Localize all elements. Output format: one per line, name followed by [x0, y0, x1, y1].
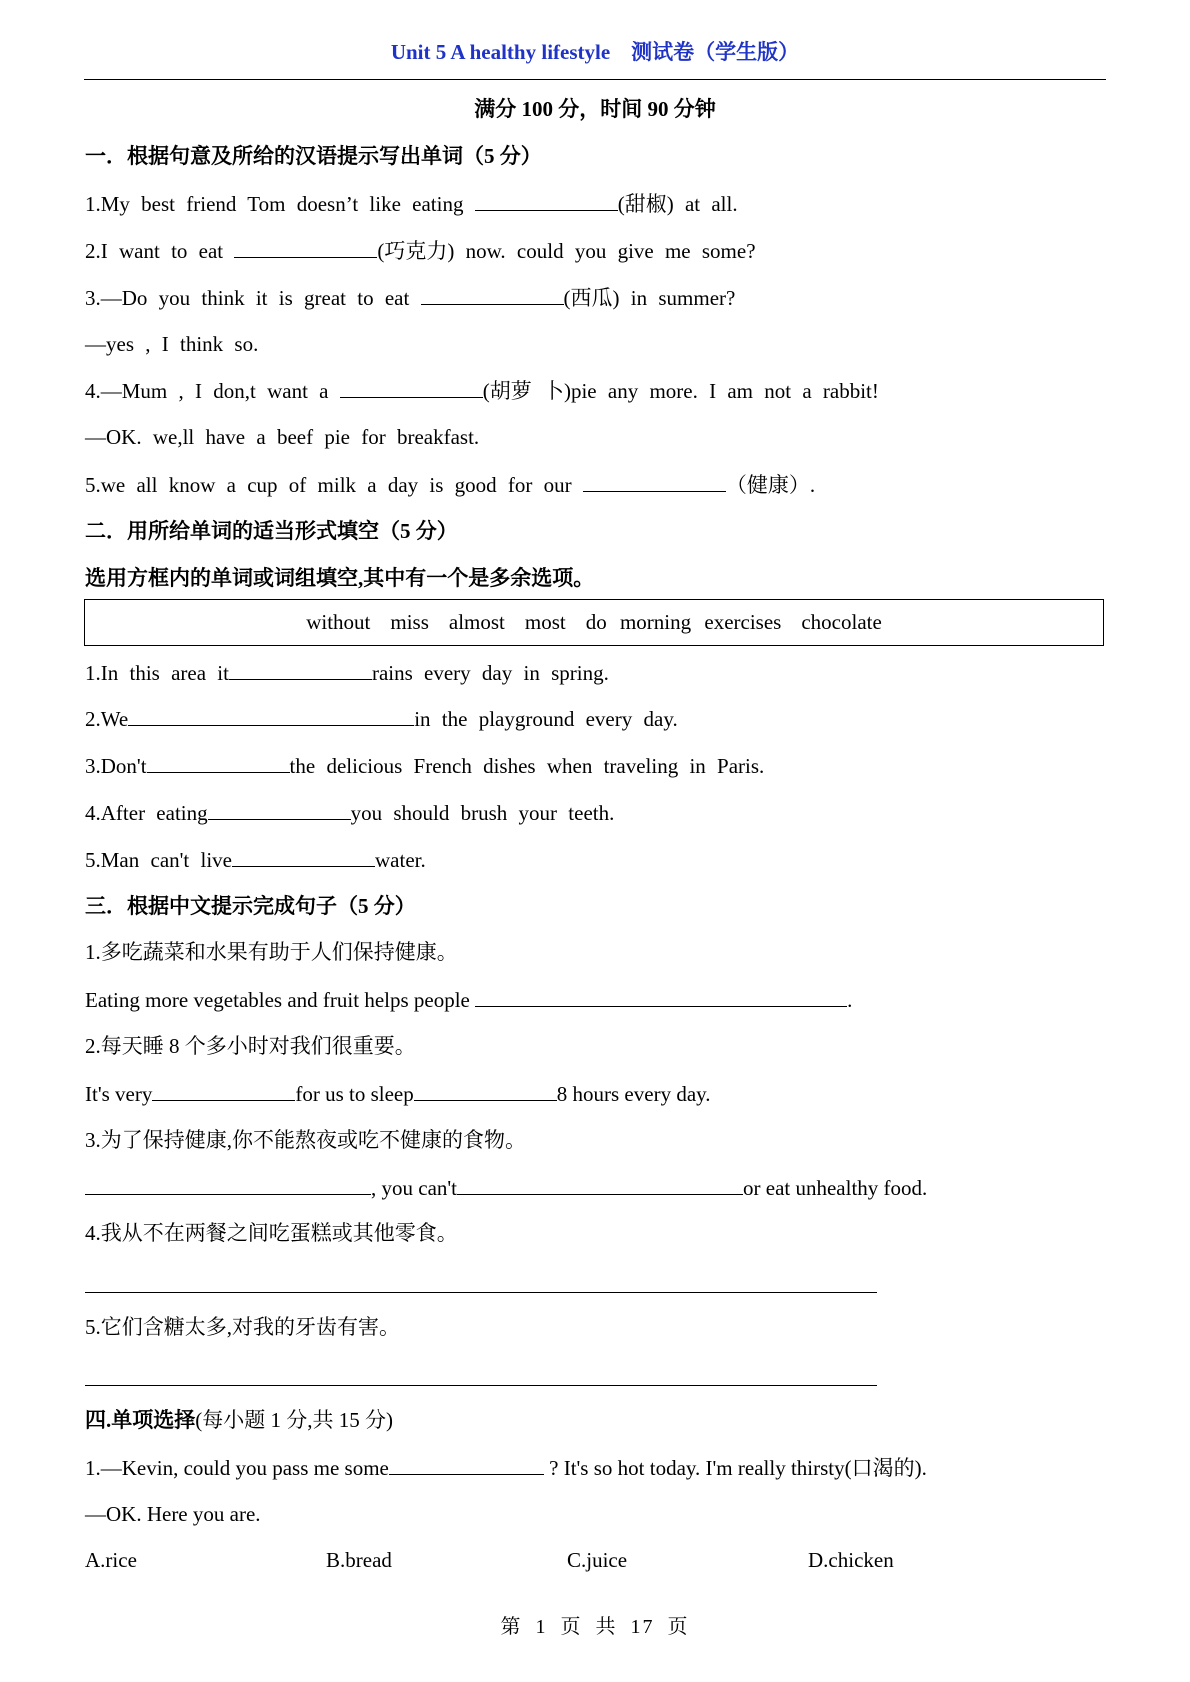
answer-line[interactable]	[85, 1385, 877, 1386]
document-title: Unit 5 A healthy lifestyle 测试卷（学生版）	[390, 40, 800, 64]
answer-blank[interactable]	[340, 375, 483, 398]
answer-blank[interactable]	[208, 797, 351, 820]
s1-question-5: 5.we all know a cup of milk a day is good for our （健康）.	[85, 469, 815, 500]
answer-blank[interactable]	[85, 1172, 371, 1195]
option-a[interactable]: A.rice	[85, 1548, 137, 1572]
s1-question-4: 4.—Mum , I don,t want a (胡萝 卜)pie any more. I am not a rabbit!	[85, 375, 879, 406]
s2-question-5: 5.Man can't live water.	[85, 844, 426, 875]
s4-question-1-reply: —OK. Here you are.	[85, 1502, 261, 1526]
word-option: without	[306, 610, 371, 634]
s2-question-3: 3.Don't the delicious French dishes when traveling in Paris.	[85, 750, 764, 781]
answer-blank[interactable]	[234, 235, 377, 258]
word-bank-box	[84, 599, 1104, 646]
word-option: most	[524, 610, 566, 634]
s3-question-3-chinese: 3.为了保持健康,你不能熬夜或吃不健康的食物。	[85, 1128, 526, 1152]
option-d[interactable]: D.chicken	[808, 1548, 894, 1572]
answer-blank[interactable]	[147, 750, 290, 773]
s1-question-1: 1.My best friend Tom doesn’t like eating (甜椒) at all.	[85, 188, 738, 219]
s4-question-1: 1.—Kevin, could you pass me some ? It's so hot today. I'm really thirsty(口渴的).	[85, 1452, 927, 1483]
option-c[interactable]: C.juice	[567, 1548, 628, 1572]
word-option: almost	[448, 610, 505, 634]
s3-question-3-english: , you can't or eat unhealthy food.	[85, 1172, 927, 1203]
s3-question-4-chinese: 4.我从不在两餐之间吃蛋糕或其他零食。	[85, 1221, 458, 1245]
score-time-note: 满分 100 分，时间 90 分钟	[474, 97, 716, 121]
answer-blank[interactable]	[389, 1452, 544, 1475]
word-option: do morning exercises	[585, 610, 782, 634]
s3-question-5-chinese: 5.它们含糖太多,对我的牙齿有害。	[85, 1315, 400, 1339]
s1-question-2: 2.I want to eat (巧克力) now. could you give me some?	[85, 235, 756, 266]
answer-blank[interactable]	[232, 844, 375, 867]
answer-blank[interactable]	[475, 984, 847, 1007]
answer-blank[interactable]	[583, 469, 726, 492]
section4-heading: 四.单项选择(每小题 1 分,共 15 分)	[85, 1408, 393, 1432]
answer-line[interactable]	[85, 1292, 877, 1293]
answer-blank[interactable]	[475, 188, 618, 211]
answer-blank[interactable]	[421, 282, 564, 305]
s2-question-4: 4.After eating you should brush your teeth.	[85, 797, 614, 828]
s3-question-1-chinese: 1.多吃蔬菜和水果有助于人们保持健康。	[85, 940, 458, 964]
word-option: miss	[390, 610, 429, 634]
answer-blank[interactable]	[457, 1172, 743, 1195]
answer-blank[interactable]	[229, 657, 372, 680]
word-option: chocolate	[801, 610, 882, 634]
answer-blank[interactable]	[152, 1078, 295, 1101]
section2-heading: 二．用所给单词的适当形式填空（5 分）	[85, 519, 458, 543]
header-rule	[84, 79, 1106, 80]
s2-question-2: 2.We in the playground every day.	[85, 703, 678, 734]
section3-heading: 三．根据中文提示完成句子（5 分）	[85, 894, 416, 918]
s3-question-1-english: Eating more vegetables and fruit helps people .	[85, 984, 852, 1015]
answer-blank[interactable]	[414, 1078, 557, 1101]
section1-heading: 一．根据句意及所给的汉语提示写出单词（5 分）	[85, 144, 542, 168]
s1-question-3-reply: —yes , I think so.	[85, 332, 259, 356]
option-b[interactable]: B.bread	[326, 1548, 392, 1572]
answer-blank[interactable]	[128, 703, 414, 726]
s1-question-4-reply: —OK. we,ll have a beef pie for breakfast.	[85, 425, 480, 449]
s3-question-2-english: It's very for us to sleep 8 hours every day.	[85, 1078, 711, 1109]
s1-question-3: 3.—Do you think it is great to eat (西瓜) in summer?	[85, 282, 735, 313]
section2-instruction: 选用方框内的单词或词组填空,其中有一个是多余选项。	[85, 566, 595, 590]
s3-question-2-chinese: 2.每天睡 8 个多小时对我们很重要。	[85, 1034, 416, 1058]
page-number: 第 1 页 共 17 页	[500, 1616, 690, 1638]
s2-question-1: 1.In this area it rains every day in spring.	[85, 657, 609, 688]
